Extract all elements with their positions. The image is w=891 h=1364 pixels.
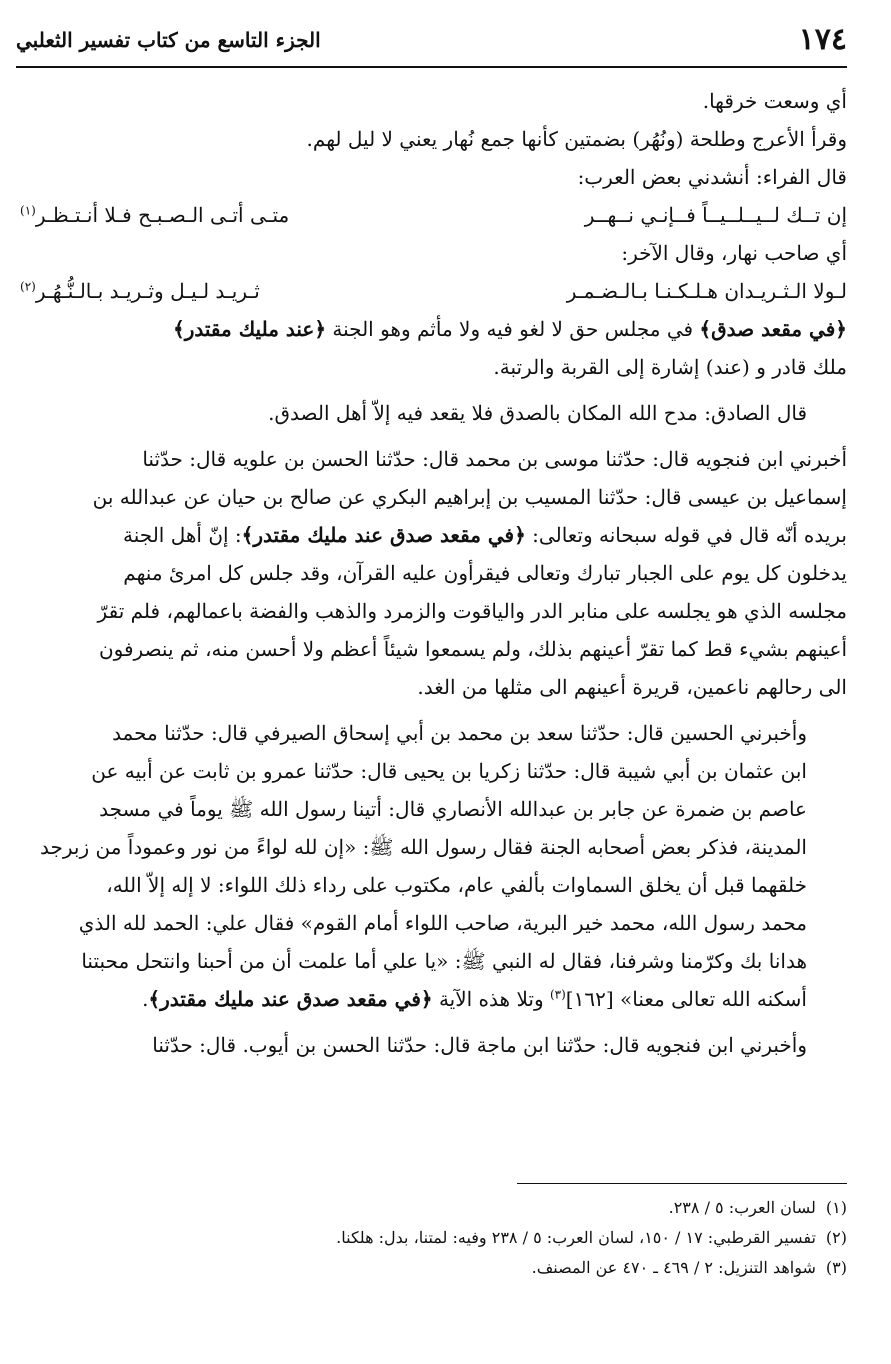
text-line: المدينة، فذكر بعض أصحابه الجنة فقال رسول الله ﷺ: «إن لله لواءً من نور وعموداً من زبرجد bbox=[40, 835, 807, 859]
verse-second-hemistich bbox=[20, 196, 289, 234]
text-span: وتلا هذه الآية bbox=[432, 987, 550, 1011]
text-line: أعينهم بشيء قط كما تقرّ أعينهم بذلك، ولم يسمعوا شيئاً أعظم ولا أحسن منه، ثم ينصرفون bbox=[98, 637, 847, 661]
text-line: الى رحالهم ناعمين، قريرة أعينهم الى مثلها من الغد. bbox=[417, 675, 847, 699]
footnote-marker: (٢) bbox=[20, 279, 36, 294]
paragraph bbox=[20, 310, 847, 386]
text-line: أخبرني ابن فنجويه قال: حدّثنا موسى بن محمد قال: حدّثنا الحسن بن علويه قال: حدّثنا bbox=[142, 447, 847, 471]
footnote-text: شواهد التنزيل: ٢ / ٤٦٩ ـ ٤٧٠ عن المصنف. bbox=[531, 1258, 816, 1277]
footnote bbox=[40, 1223, 847, 1253]
text-line: قال الفراء: أنشدني بعض العرب: bbox=[577, 165, 847, 189]
text-line: وقرأ الأعرج وطلحة (ونُهُر) بضمتين كأنها جمع نُهار يعني لا ليل لهم. bbox=[306, 127, 847, 151]
running-title: الجزء التاسع من كتاب تفسير الثعلبي bbox=[16, 28, 321, 52]
footnote-number: (٢) bbox=[825, 1228, 847, 1247]
page-number: ١٧٤ bbox=[798, 22, 847, 57]
text-span: . bbox=[142, 987, 149, 1011]
text-span: : إنّ أهل الجنة bbox=[123, 523, 242, 547]
text-line: أي صاحب نهار، وقال الآخر: bbox=[621, 241, 847, 265]
text-line: ملك قادر و (عند) إشارة إلى القربة والرتبة. bbox=[493, 355, 847, 379]
footnote-number: (٣) bbox=[825, 1258, 847, 1277]
verse-first-hemistich: إن تــك لــيــلــيــاً فــإنـي نــهــر bbox=[584, 203, 847, 227]
footnotes bbox=[40, 1193, 847, 1283]
text-line: يدخلون كل يوم على الجبار تبارك وتعالى فيقرأون عليه القرآن، وقد جلس كل امرئ منهم bbox=[123, 561, 847, 585]
text-span: بريده أنّه قال في قوله سبحانه وتعالى: bbox=[525, 523, 847, 547]
text-line: إسماعيل بن عيسى قال: حدّثنا المسيب بن إبراهيم البكري عن صالح بن حيان عن عبدالله بن bbox=[92, 485, 847, 509]
quran-quote: ﴿في مقعد صدق عند مليك مقتدر﴾ bbox=[148, 987, 433, 1011]
text-span: أسكنه الله تعالى معنا» [١٦٢] bbox=[565, 987, 807, 1011]
poetry-verse bbox=[20, 272, 847, 310]
text-line: أي وسعت خرقها. bbox=[702, 89, 847, 113]
quran-quote: ﴿في مقعد صدق عند مليك مقتدر﴾ bbox=[241, 523, 526, 547]
verse-text: متـى أتـى الـصـبـح فـلا أنـتـظـر bbox=[35, 203, 290, 227]
verse-second-hemistich bbox=[20, 272, 260, 310]
text-span: في مجلس حق لا لغو فيه ولا مأثم وهو الجنة bbox=[326, 317, 700, 341]
footnote-divider bbox=[517, 1183, 847, 1184]
text-line: خلقهما قبل أن يخلق السماوات بألفي عام، مكتوب على رداء ذلك اللواء: لا إله إلاّ الله، bbox=[106, 873, 807, 897]
footnote bbox=[40, 1253, 847, 1283]
main-text bbox=[20, 82, 847, 1064]
text-line bbox=[20, 516, 847, 554]
footnote-text: لسان العرب: ٥ / ٢٣٨. bbox=[668, 1198, 816, 1217]
quran-quote: ﴿عند مليك مقتدر﴾ bbox=[172, 317, 327, 341]
text-line: عاصم بن ضمرة عن جابر بن عبدالله الأنصاري قال: أتينا رسول الله ﷺ يوماً في مسجد bbox=[99, 797, 807, 821]
verse-first-hemistich: لـولا الـثـريـدان هـلـكـنـا بـالـضـمـر bbox=[566, 279, 847, 303]
footnote-number: (١) bbox=[825, 1198, 847, 1217]
text-line bbox=[20, 310, 847, 348]
text-line: محمد رسول الله، محمد خير البرية، صاحب اللواء أمام القوم» فقال علي: الحمد لله الذي bbox=[78, 911, 807, 935]
paragraph bbox=[20, 714, 847, 1018]
footnote-marker: (١) bbox=[20, 203, 36, 218]
text-line bbox=[20, 980, 847, 1018]
footnote-marker: (٣) bbox=[549, 987, 566, 1002]
verse-text: ثـريـد لـيـل وثـريـد بـالـنُّـهُـر bbox=[35, 279, 260, 303]
text-line: وأخبرني الحسين قال: حدّثنا سعد بن محمد بن أبي إسحاق الصيرفي قال: حدّثنا محمد bbox=[112, 721, 807, 745]
text-line: هدانا بك وكرّمنا وشرفنا، فقال له النبي ﷺ: «يا علي أما علمت أن من أحبنا وانتحل محبتنا bbox=[81, 949, 807, 973]
paragraph: قال الصادق: مدح الله المكان بالصدق فلا يقعد فيه إلاّ أهل الصدق. bbox=[268, 401, 807, 425]
footnote-text: تفسير القرطبي: ١٧ / ١٥٠، لسان العرب: ٥ / ٢٣٨ وفيه: لمتنا، بدل: هلكنا. bbox=[336, 1228, 816, 1247]
text-line: ابن عثمان بن أبي شيبة قال: حدّثنا زكريا بن يحيى قال: حدّثنا عمرو بن ثابت عن أبيه عن bbox=[91, 759, 807, 783]
paragraph: وأخبرني ابن فنجويه قال: حدّثنا ابن ماجة قال: حدّثنا الحسن بن أيوب. قال: حدّثنا bbox=[152, 1033, 807, 1057]
poetry-verse bbox=[20, 196, 847, 234]
page-header bbox=[16, 22, 847, 68]
paragraph bbox=[20, 440, 847, 706]
footnote bbox=[40, 1193, 847, 1223]
quran-quote: ﴿في مقعد صدق﴾ bbox=[699, 317, 847, 341]
text-line: مجلسه الذي هو يجلسه على منابر الدر والياقوت والزمرد والذهب والفضة باعمالهم، فلم تقرّ bbox=[97, 599, 847, 623]
